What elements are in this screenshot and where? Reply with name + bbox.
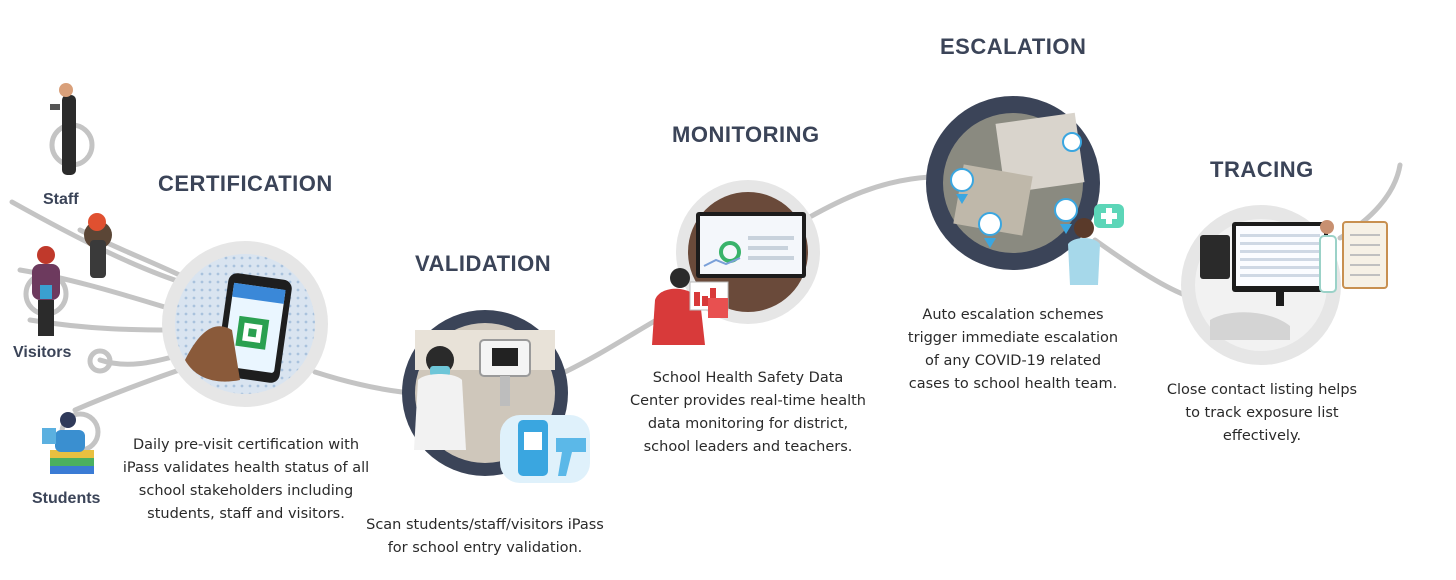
role-label-staff: Staff <box>43 191 79 208</box>
role-label-visitors: Visitors <box>13 344 72 361</box>
stage-desc-tracing <box>1146 379 1378 448</box>
desc-line: trigger immediate escalation <box>907 330 1119 346</box>
desc-line: Close contact listing helps <box>1166 382 1358 398</box>
desc-line: school leaders and teachers. <box>643 439 853 455</box>
escalation-circle <box>926 96 1124 285</box>
desc-line: iPass validates health status of all <box>122 460 370 476</box>
stage-title-certification: CERTIFICATION <box>158 171 333 196</box>
stage-desc-certification <box>118 434 374 526</box>
desc-line: students, staff and visitors. <box>147 506 345 522</box>
certification-circle <box>162 241 328 407</box>
stage-title-validation: VALIDATION <box>415 251 552 276</box>
stage-title-escalation: ESCALATION <box>940 34 1087 59</box>
desc-line: effectively. <box>1222 428 1302 444</box>
validation-circle <box>402 310 590 483</box>
stage-desc-validation <box>356 514 614 560</box>
desc-line: Auto escalation schemes <box>922 307 1104 323</box>
role-label-students: Students <box>32 490 101 507</box>
desc-line: cases to school health team. <box>908 376 1118 392</box>
desc-line: for school entry validation. <box>387 540 583 556</box>
stage-desc-monitoring <box>620 367 876 459</box>
desc-line: to track exposure list <box>1185 405 1339 421</box>
desc-line: Center provides real-time health <box>629 393 866 409</box>
desc-line: of any COVID-19 related <box>924 353 1102 369</box>
desc-line: School Health Safety Data <box>652 370 844 386</box>
stage-desc-escalation <box>890 304 1136 396</box>
monitoring-circle <box>652 180 820 345</box>
desc-line: Daily pre-visit certification with <box>132 437 360 453</box>
desc-line: data monitoring for district, <box>647 416 849 432</box>
tracing-circle <box>1181 205 1387 365</box>
desc-line: Scan students/staff/visitors iPass <box>366 517 604 533</box>
stage-title-monitoring: MONITORING <box>672 122 820 147</box>
stage-title-tracing: TRACING <box>1210 157 1314 182</box>
desc-line: school stakeholders including <box>138 483 354 499</box>
